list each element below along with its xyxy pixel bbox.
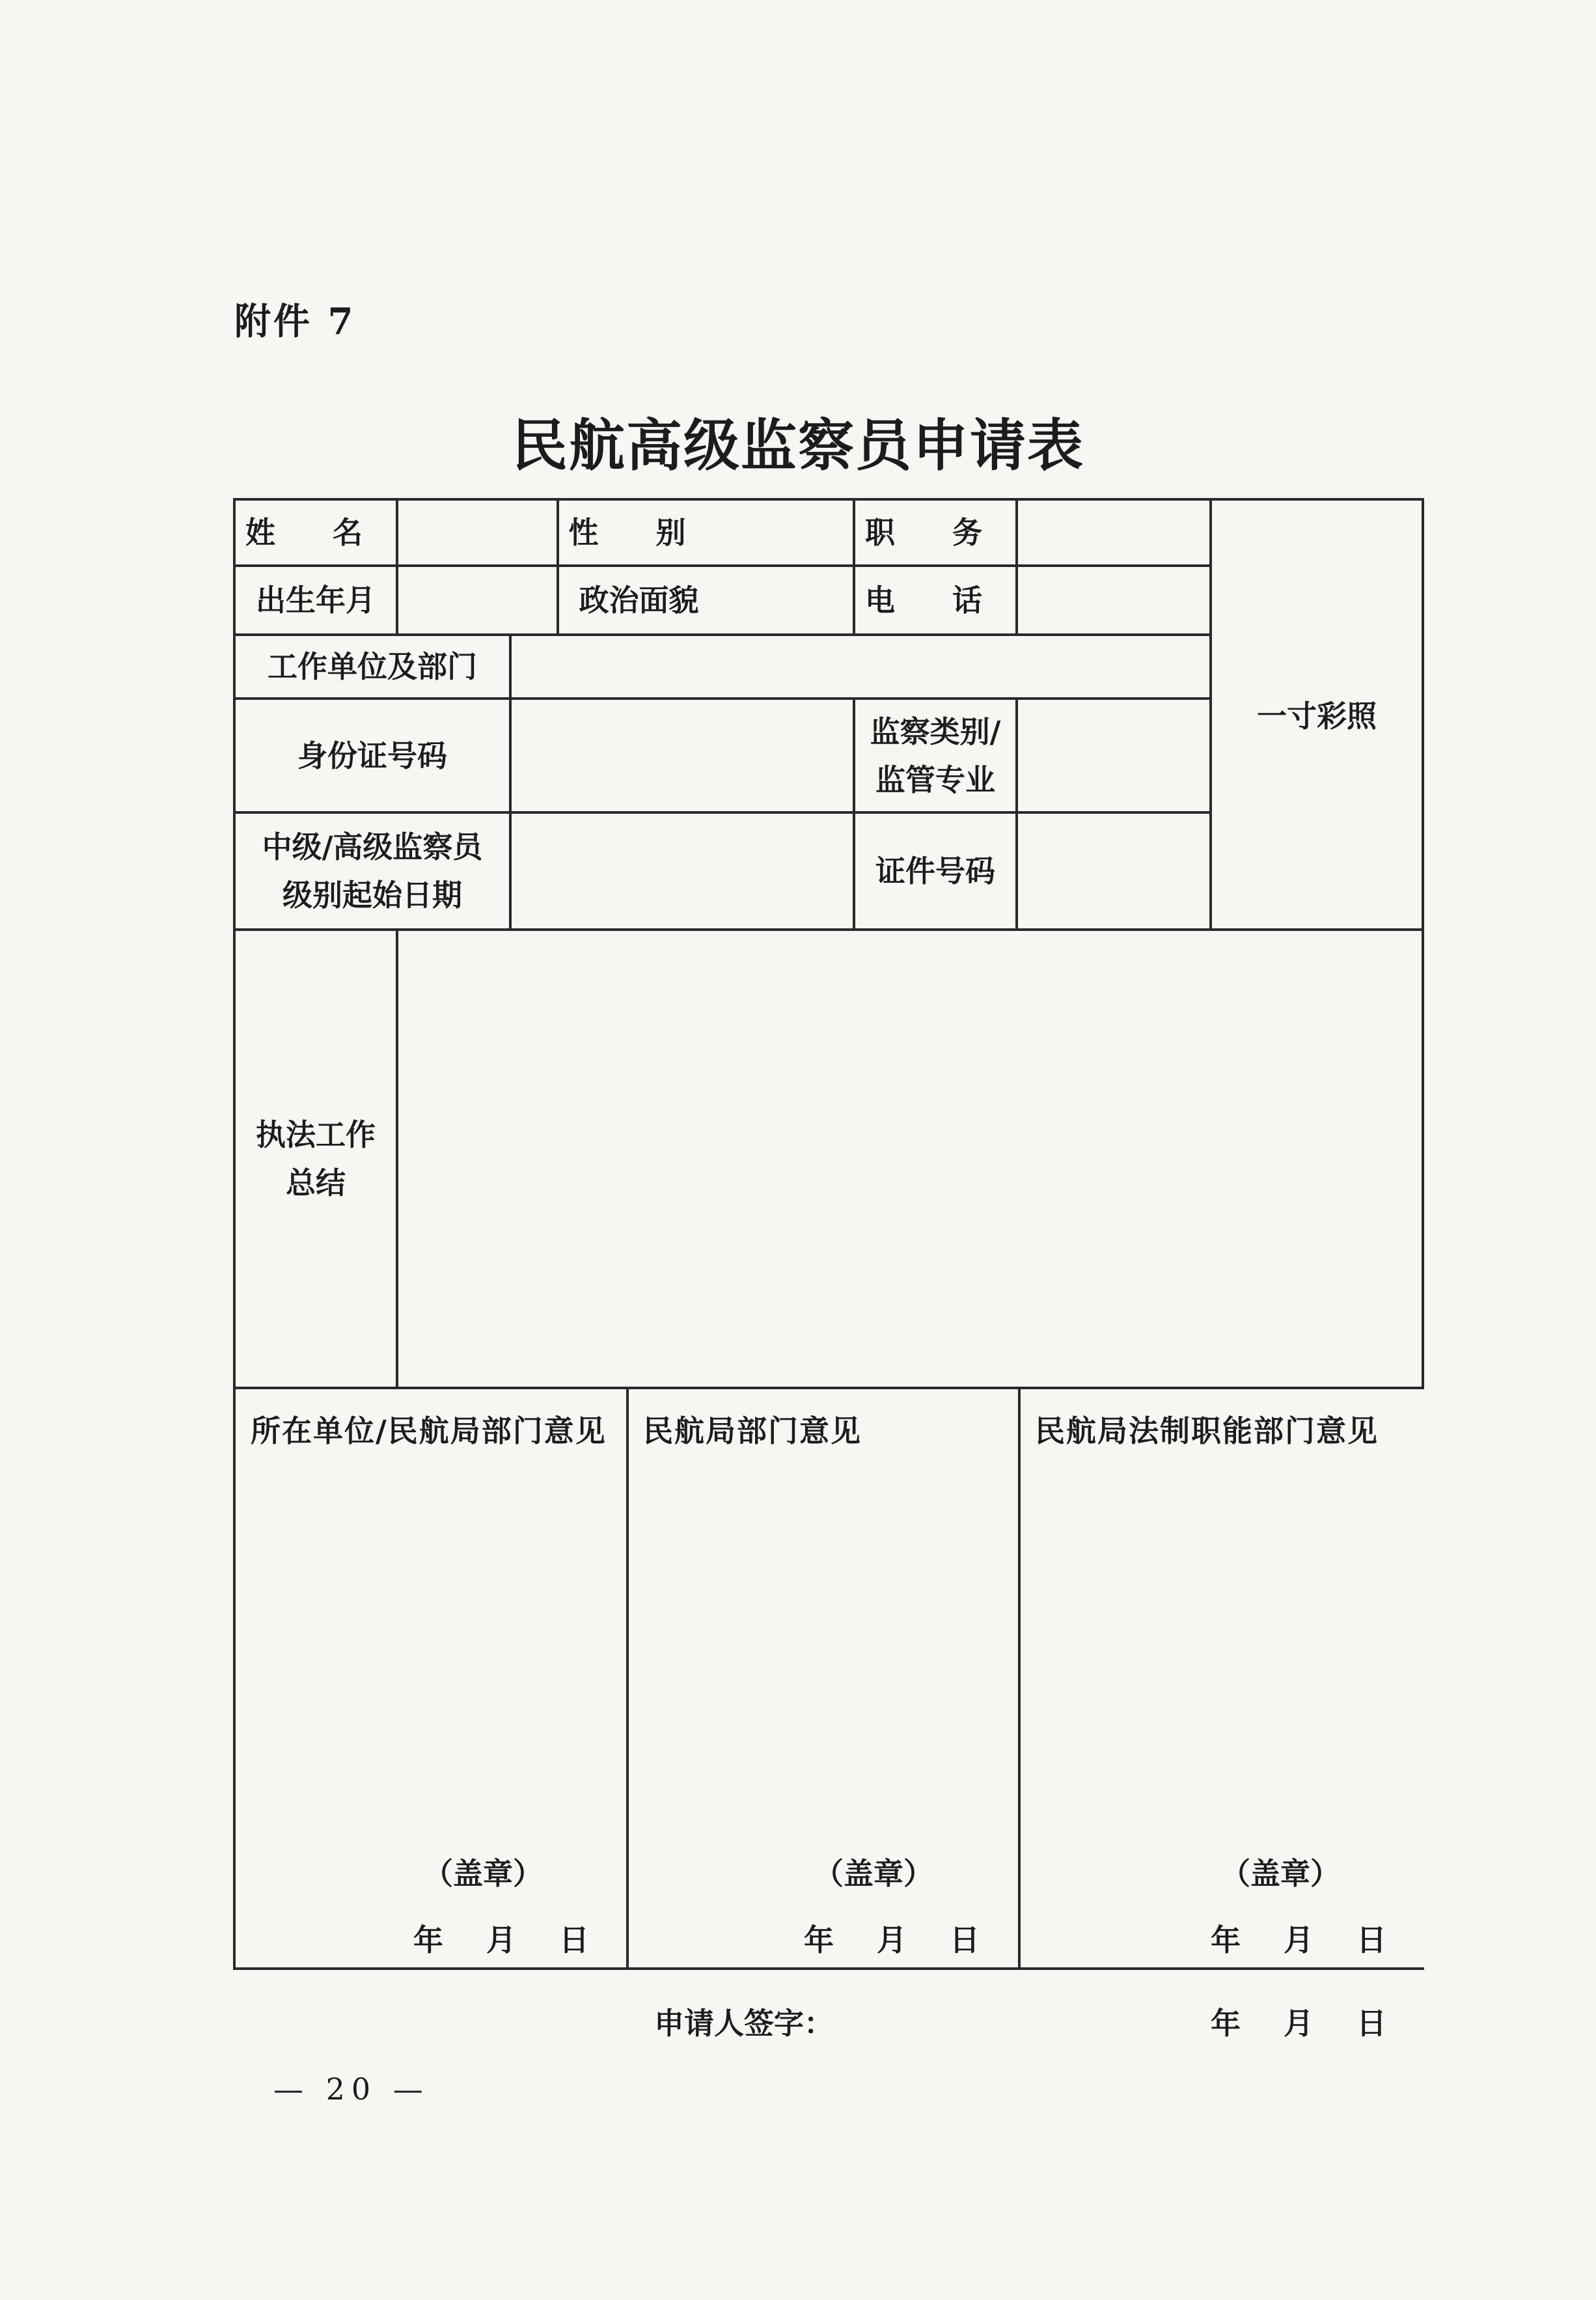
label-birth: 出生年月 bbox=[256, 583, 376, 618]
input-work-unit[interactable] bbox=[512, 636, 1209, 697]
opinion-label-unit: 所在单位/民航局部门意见 bbox=[251, 1413, 607, 1448]
input-name[interactable] bbox=[398, 501, 557, 564]
applicant-signature-label: 申请人签字： bbox=[654, 2006, 834, 2041]
table-border-bottom bbox=[233, 1967, 1424, 1970]
input-cert-number[interactable] bbox=[1018, 814, 1209, 928]
opinion-label-dept: 民航局部门意见 bbox=[643, 1413, 862, 1448]
date-legal: 年 月 日 bbox=[1211, 1922, 1387, 1958]
input-category[interactable] bbox=[1018, 700, 1209, 811]
label-id-number: 身份证号码 bbox=[297, 738, 447, 773]
input-political[interactable] bbox=[719, 567, 853, 633]
form-title: 民航高级监察员申请表 bbox=[512, 413, 1084, 478]
input-phone[interactable] bbox=[1018, 567, 1209, 633]
input-birth[interactable] bbox=[398, 567, 557, 633]
opinion-label-legal: 民航局法制职能部门意见 bbox=[1035, 1413, 1379, 1448]
applicant-signature-date: 年 月 日 bbox=[1211, 2006, 1387, 2041]
table-border-right bbox=[1422, 498, 1424, 1387]
input-summary[interactable] bbox=[398, 931, 1422, 1387]
photo-placeholder: 一寸彩照 bbox=[1257, 699, 1377, 734]
input-position[interactable] bbox=[1018, 501, 1209, 564]
label-name: 姓 名 bbox=[245, 515, 386, 550]
label-political: 政治面貌 bbox=[579, 583, 699, 618]
date-dept: 年 月 日 bbox=[804, 1922, 980, 1958]
label-phone: 电 话 bbox=[864, 583, 1006, 618]
label-gender: 性 别 bbox=[568, 515, 709, 550]
attachment-label: 附件 7 bbox=[234, 300, 356, 343]
col-rule bbox=[1018, 1387, 1021, 1967]
seal-legal: （盖章） bbox=[1220, 1856, 1340, 1891]
label-cert-number: 证件号码 bbox=[875, 853, 995, 889]
input-level-date[interactable] bbox=[512, 814, 853, 928]
date-unit: 年 月 日 bbox=[413, 1922, 590, 1958]
input-gender[interactable] bbox=[719, 501, 853, 564]
row-rule bbox=[233, 1387, 1424, 1389]
seal-dept: （盖章） bbox=[814, 1856, 933, 1891]
input-id-number[interactable] bbox=[512, 700, 853, 811]
label-position: 职 务 bbox=[864, 515, 1006, 550]
label-level-date: 中级/高级监察员 级别起始日期 bbox=[262, 829, 483, 913]
label-category: 监察类别/ 监管专业 bbox=[870, 714, 1001, 797]
label-work-unit: 工作单位及部门 bbox=[268, 649, 477, 684]
col-rule bbox=[626, 1387, 629, 1967]
page-number: — 20 — bbox=[273, 2071, 430, 2107]
label-summary: 执法工作 总结 bbox=[256, 1117, 376, 1200]
seal-unit: （盖章） bbox=[423, 1856, 543, 1891]
